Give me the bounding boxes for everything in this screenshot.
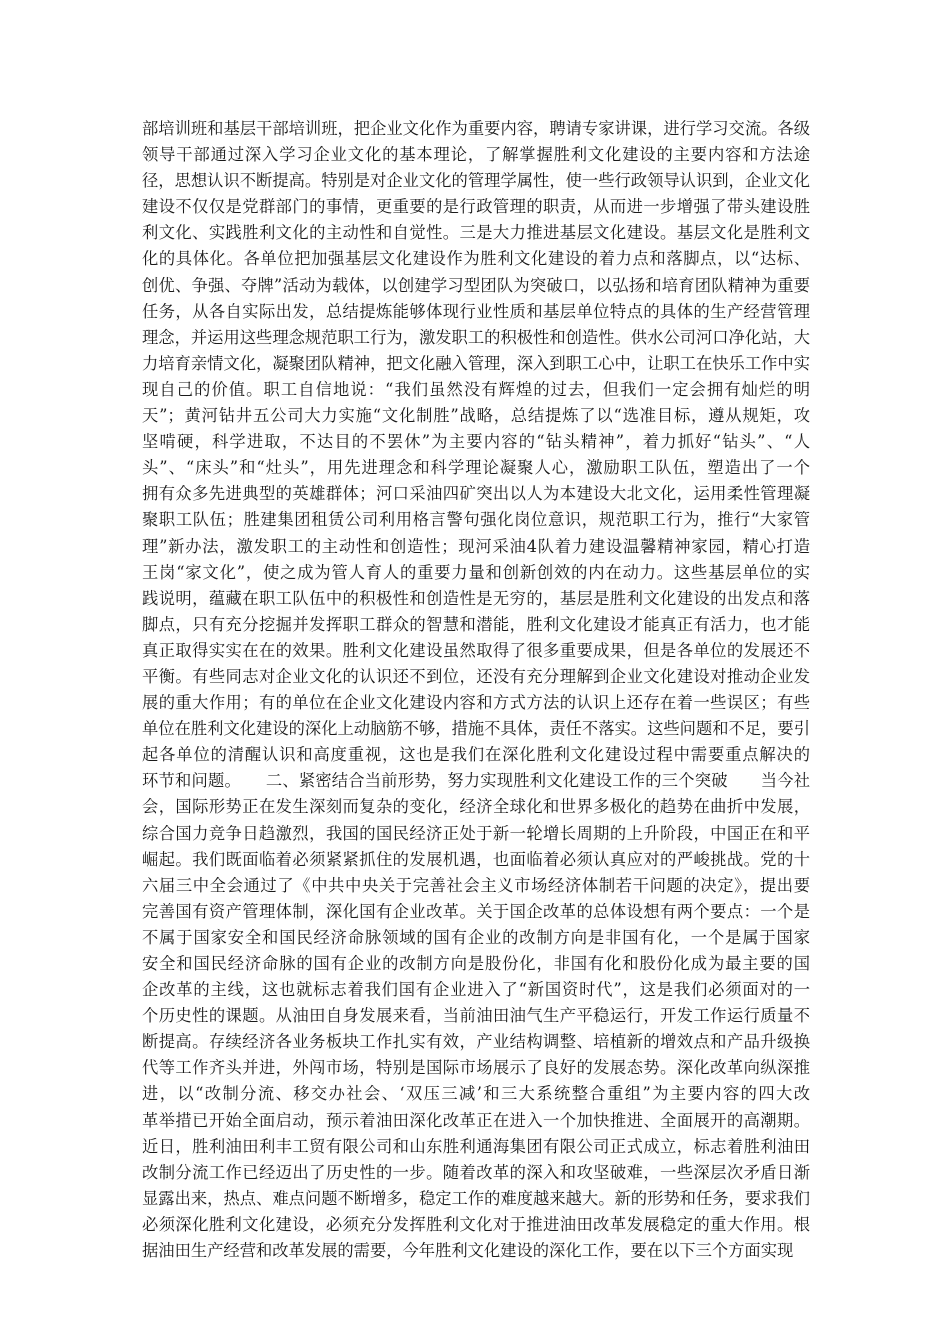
text-line: 理”新办法，激发职工的主动性和创造性；现河采油4队着力建设温馨精神家园，精心打造 <box>142 536 810 556</box>
text-line: 不属于国家安全和国民经济命脉领域的国有企业的改制方向是非国有化，一个是属于国家 <box>142 927 810 947</box>
text-line: 断提高。存续经济各业务板块工作扎实有效，产业结构调整、培植新的增效点和产品升级换 <box>142 1032 810 1052</box>
text-line: 据油田生产经营和改革发展的需要，今年胜利文化建设的深化工作，要在以下三个方面实现 <box>142 1241 794 1261</box>
text-line: 环节和问题。 二、紧密结合当前形势，努力实现胜利文化建设工作的三个突破 当今社 <box>142 771 810 791</box>
text-line: 起各单位的清醒认识和高度重视，这也是我们在深化胜利文化建设过程中需要重点解决的 <box>142 745 810 765</box>
text-line: 企改革的主线，这也就标志着我们国有企业进入了“新国资时代”，这是我们必须面对的一 <box>142 980 810 1000</box>
text-line: 拥有众多先进典型的英雄群体；河口采油四矿突出以人为本建设大北文化，运用柔性管理凝 <box>142 484 810 504</box>
text-line: 崛起。我们既面临着必须紧紧抓住的发展机遇，也面临着必须认真应对的严峻挑战。党的十 <box>142 849 810 869</box>
text-line: 坚啃硬，科学进取，不达目的不罢休”为主要内容的“钻头精神”，着力抓好“钻头”、“人 <box>142 432 810 452</box>
text-line: 径，思想认识不断提高。特别是对企业文化的管理学属性，使一些行政领导认识到，企业文化 <box>142 171 810 191</box>
text-line: 代等工作齐头并进，外闯市场，特别是国际市场展示了良好的发展态势。深化改革向纵深推 <box>142 1058 810 1078</box>
text-line: 真正取得实实在在的效果。胜利文化建设虽然取得了很多重要成果，但是各单位的发展还不 <box>142 640 810 660</box>
text-line: 头”、“床头”和“灶头”，用先进理念和科学理论凝聚人心，激励职工队伍，塑造出了一个 <box>142 458 810 478</box>
text-line: 综合国力竞争日趋激烈，我国的国民经济正处于新一轮增长周期的上升阶段，中国正在和平 <box>142 823 810 843</box>
text-line: 创优、争强、夺牌”活动为载体，以创建学习型团队为突破口，以弘扬和培育团队精神为重要 <box>142 275 810 295</box>
text-line: 会，国际形势正在发生深刻而复杂的变化，经济全球化和世界多极化的趋势在曲折中发展， <box>142 797 810 817</box>
body-text <box>142 116 810 1264</box>
text-line: 力培育亲情文化，凝聚团队精神，把文化融入管理，深入到职工心中，让职工在快乐工作中实 <box>142 353 810 373</box>
text-line: 天”；黄河钻井五公司大力实施“文化制胜”战略，总结提炼了以“选准目标，遵从规矩，攻 <box>142 406 810 426</box>
text-line: 部培训班和基层干部培训班，把企业文化作为重要内容，聘请专家讲课，进行学习交流。各级 <box>142 119 810 138</box>
text-line: 聚职工队伍；胜建集团租赁公司利用格言警句强化岗位意识，规范职工行为，推行“大家管 <box>142 510 810 530</box>
text-line: 必须深化胜利文化建设，必须充分发挥胜利文化对于推进油田改革发展稳定的重大作用。根 <box>142 1214 810 1234</box>
text-line: 进，以“改制分流、移交办社会、‘双压三减’和三大系统整合重组”为主要内容的四大改 <box>142 1084 810 1104</box>
text-line: 脚点，只有充分挖掘并发挥职工群众的智慧和潜能，胜利文化建设才能真正有活力，也才能 <box>142 614 810 634</box>
text-line: 安全和国民经济命脉的国有企业的改制方向是股份化，非国有化和股份化成为最主要的国 <box>142 954 810 973</box>
text-line: 革举措已开始全面启动，预示着油田深化改革正在进入一个加快推进、全面展开的高潮期。 <box>142 1110 810 1130</box>
text-line: 建设不仅仅是党群部门的事情，更重要的是行政管理的职责，从而进一步增强了带头建设胜 <box>142 197 810 217</box>
text-line: 领导干部通过深入学习企业文化的基本理论，了解掌握胜利文化建设的主要内容和方法途 <box>142 145 810 165</box>
text-line: 展的重大作用；有的单位在企业文化建设内容和方式方法的认识上还存在着一些误区；有些 <box>142 693 810 713</box>
text-line: 显露出来，热点、难点问题不断增多，稳定工作的难度越来越大。新的形势和任务，要求我们 <box>142 1188 810 1208</box>
text-line: 完善国有资产管理体制，深化国有企业改革。关于国企改革的总体设想有两个要点：一个是 <box>142 901 810 921</box>
text-line: 单位在胜利文化建设的深化上动脑筋不够，措施不具体，责任不落实。这些问题和不足，要引 <box>142 719 810 739</box>
text-line: 六届三中全会通过了《中共中央关于完善社会主义市场经济体制若干问题的决定》，提出要 <box>142 875 810 895</box>
text-line: 化的具体化。各单位把加强基层文化建设作为胜利文化建设的着力点和落脚点，以“达标、 <box>142 249 810 269</box>
text-line: 个历史性的课题。从油田自身发展来看，当前油田油气生产平稳运行，开发工作运行质量不 <box>142 1006 810 1026</box>
text-line: 近日，胜利油田利丰工贸有限公司和山东胜利通海集团有限公司正式成立，标志着胜利油田 <box>142 1136 810 1156</box>
text-line: 改制分流工作已经迈出了历史性的一步。随着改革的深入和攻坚破难，一些深层次矛盾日渐 <box>142 1162 810 1182</box>
text-line: 现自己的价值。职工自信地说：“我们虽然没有辉煌的过去，但我们一定会拥有灿烂的明 <box>142 379 810 399</box>
text-line: 利文化、实践胜利文化的主动性和自觉性。三是大力推进基层文化建设。基层文化是胜利文 <box>142 223 810 243</box>
text-line: 任务，从各自实际出发，总结提炼能够体现行业性质和基层单位特点的具体的生产经营管理 <box>142 301 810 321</box>
text-line: 平衡。有些同志对企业文化的认识还不到位，还没有充分理解到企业文化建设对推动企业发 <box>142 666 810 686</box>
text-line: 践说明，蕴藏在职工队伍中的积极性和创造性是无穷的，基层是胜利文化建设的出发点和落 <box>142 588 810 608</box>
text-line: 理念，并运用这些理念规范职工行为，激发职工的积极性和创造性。供水公司河口净化站，大 <box>142 327 810 347</box>
text-line: 王岗“家文化”，使之成为管人育人的重要力量和创新创效的内在动力。这些基层单位的实 <box>142 562 810 582</box>
